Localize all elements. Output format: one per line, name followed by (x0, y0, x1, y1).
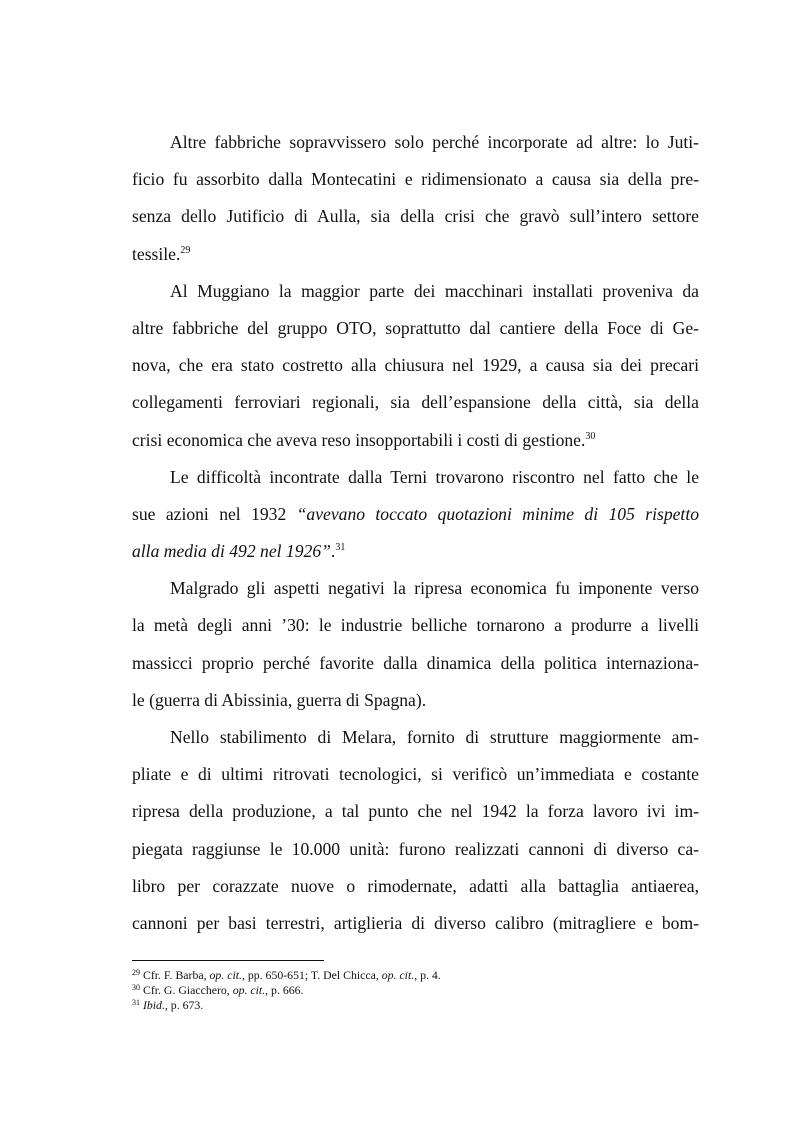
footnote (132, 998, 699, 1013)
text-line: cannoni per basi terrestri, artiglieria di diverso calibro (mitragliere e bom- (132, 912, 699, 933)
footnote (132, 983, 699, 998)
footnote-text: , p. 673. (164, 998, 204, 1012)
line-text: crisi economica che aveva reso insopportabili i costi di gestione. (132, 429, 586, 450)
text-line: altre fabbriche del gruppo OTO, soprattutto dal cantiere della Foce di Ge- (132, 317, 699, 338)
text-line: le (guerra di Abissinia, guerra di Spagna). (132, 689, 427, 710)
text-line: senza dello Jutificio di Aulla, sia della crisi che gravò sull’intero settore (132, 206, 699, 227)
text-line: nova, che era stato costretto alla chiusura nel 1929, a causa sia dei precari (132, 355, 699, 376)
text-line: Le difficoltà incontrate dalla Terni trovarono riscontro nel fatto che le (170, 466, 699, 487)
text-line: piegata raggiunse le 10.000 unità: furono realizzati cannoni di diverso ca- (132, 838, 699, 859)
text-line: ficio fu assorbito dalla Montecatini e ridimensionato a causa sia della pre- (132, 169, 699, 190)
footnote-ref[interactable]: 31 (335, 542, 346, 554)
text-line (132, 533, 699, 570)
text-line: Nello stabilimento di Melara, fornito di strutture maggiormente am- (170, 727, 699, 747)
footnote-citation: op. cit. (381, 968, 415, 982)
footnote-number: 30 (132, 983, 140, 992)
text-line: Altre fabbriche sopravvissero solo perché incorporate ad altre: lo Juti- (170, 132, 699, 152)
body-text (132, 124, 699, 942)
footnote-text: , pp. 650-651; T. Del Chicca, (241, 968, 382, 982)
text-line: massicci proprio perché favorite dalla dinamica della politica internaziona- (132, 652, 699, 673)
text-line: Al Muggiano la maggior parte dei macchinari installati proveniva da (170, 280, 699, 301)
paragraph (132, 273, 699, 459)
line-text: sue azioni nel 1932 (132, 503, 297, 524)
footnote-ref[interactable]: 30 (585, 430, 596, 442)
text-line (132, 422, 699, 459)
footnote-text: Cfr. G. Giacchero, (142, 983, 233, 997)
paragraph (132, 459, 699, 571)
footnotes (132, 968, 699, 1013)
text-line: pliate e di ultimi ritrovati tecnologici, si verificò un’immediata e costante (132, 764, 699, 785)
paragraph (132, 570, 699, 719)
text-line: Malgrado gli aspetti negativi la ripresa economica fu imponente verso (170, 578, 699, 599)
text-line: la metà degli anni ’30: le industrie belliche tornarono a produrre a livelli (132, 615, 699, 636)
footnote-number: 31 (132, 998, 140, 1007)
footnote-citation: op. cit. (232, 983, 266, 997)
paragraph (132, 719, 699, 942)
text-line: collegamenti ferroviari regionali, sia dell’espansione della città, sia della (132, 392, 699, 413)
footnote-text: Cfr. F. Barba, (142, 968, 210, 982)
footnote-citation: op. cit. (209, 968, 242, 982)
text-line: ripresa della produzione, a tal punto che nel 1942 la forza lavoro ivi im- (132, 801, 699, 822)
line-text: tessile. (132, 243, 181, 264)
text-line (132, 496, 699, 533)
quotation: alla media di 492 nel 1926” (132, 541, 331, 562)
footnote-text: , p. 4. (414, 968, 441, 982)
footnote-separator (132, 960, 324, 961)
footnote-citation: Ibid. (142, 998, 165, 1012)
text-line (132, 236, 699, 273)
quotation: “avevano toccato quotazioni minime di 105 rispetto (296, 503, 700, 524)
footnote-text: , p. 666. (265, 983, 304, 997)
footnote (132, 968, 699, 983)
line-text: . (330, 541, 336, 562)
paragraph (132, 124, 699, 273)
footnote-ref[interactable]: 29 (180, 244, 191, 256)
footnote-number: 29 (132, 968, 140, 977)
text-line: libro per corazzate nuove o rimodernate, adatti alla battaglia antiaerea, (132, 875, 699, 896)
